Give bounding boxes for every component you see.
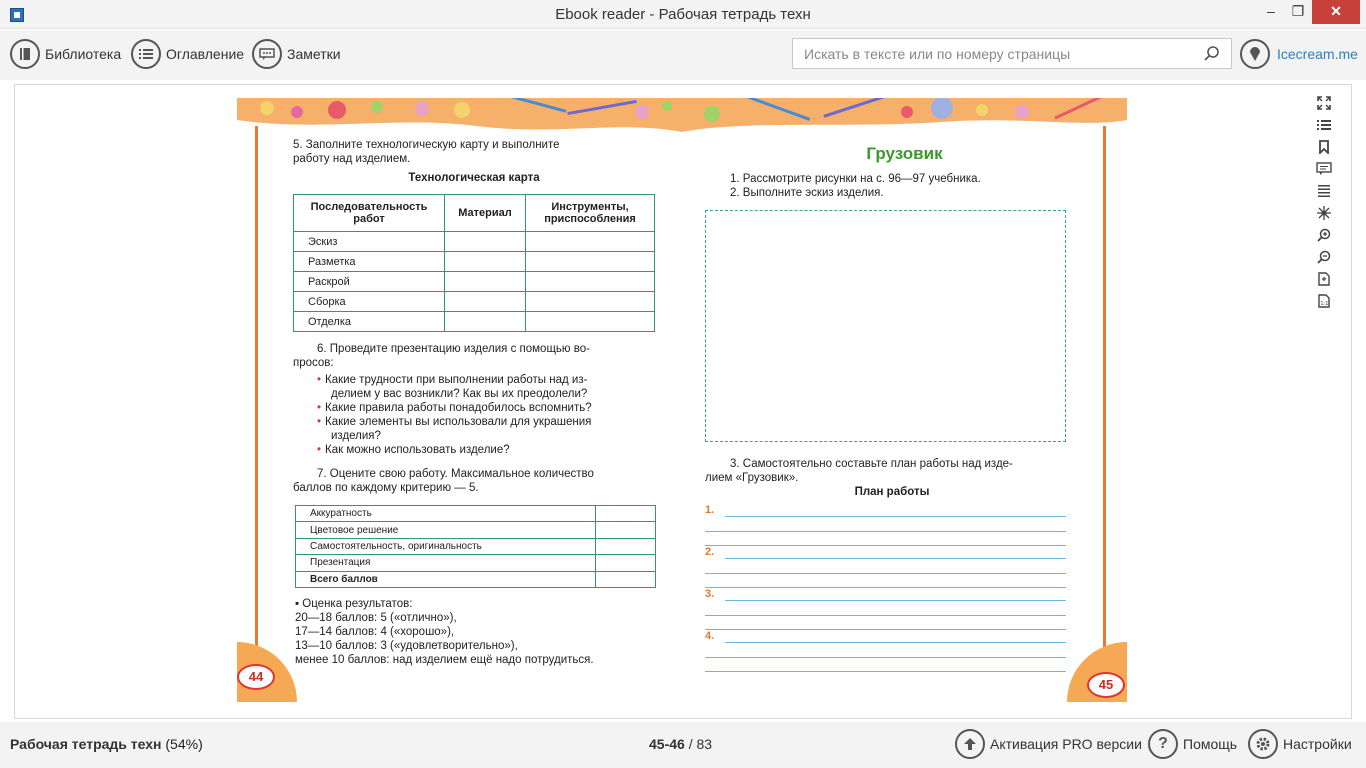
score-cell-empty: [596, 571, 656, 587]
tech-cell-step: Разметка: [294, 252, 445, 272]
tech-map-table: [293, 194, 655, 332]
tech-cell-empty: [445, 312, 526, 332]
plan-line: [705, 657, 1066, 658]
page-title: Грузовик: [866, 144, 943, 163]
task6-line2: просов:: [293, 357, 334, 369]
table-row: [294, 232, 655, 252]
tech-cell-empty: [526, 272, 655, 292]
arrow-up-icon: [955, 729, 985, 759]
window-title: Ebook reader - Рабочая тетрадь техн: [555, 6, 811, 23]
plan-line: [705, 629, 1066, 630]
plan-line: [705, 587, 1066, 588]
total-pages: / 83: [688, 736, 713, 752]
plan-line: [725, 642, 1066, 643]
help-label: Помощь: [1183, 736, 1238, 752]
zoom-out-icon[interactable]: [1312, 246, 1336, 268]
notes-label: Заметки: [287, 46, 341, 62]
contents-list-icon[interactable]: [1312, 114, 1336, 136]
task6-line1: 6. Проведите презентацию изделия с помощью во-: [317, 343, 590, 355]
toc-label: Оглавление: [166, 46, 245, 62]
search-box: [792, 38, 1232, 69]
gear-icon: [1248, 729, 1278, 759]
left-margin-line: [255, 126, 258, 702]
crafts-decoration: [682, 98, 1127, 132]
icecream-label: Icecream.me: [1277, 46, 1358, 62]
library-label: Библиотека: [45, 46, 122, 62]
question-text: Какие элементы вы использовали для украшения: [325, 416, 592, 428]
question-text: Какие правила работы понадобилось вспомнить?: [325, 402, 592, 414]
tech-header-sequence: Последовательность работ: [294, 195, 445, 232]
plan-number: 3.: [705, 588, 715, 600]
list-item: • Какие трудности при выполнении работы над из-: [317, 374, 588, 386]
table-row: [296, 506, 656, 522]
search-input[interactable]: [793, 39, 1193, 68]
question-text: делием у вас возникли? Как вы их преодолели?: [331, 388, 588, 400]
table-row: [294, 312, 655, 332]
left-page-number: 44: [237, 664, 275, 690]
page-indicator[interactable]: [649, 736, 712, 752]
tech-cell-empty: [445, 292, 526, 312]
plan-line: [725, 558, 1066, 559]
task7-line1: 7. Оцените свою работу. Максимальное количество: [317, 468, 594, 480]
plan-line: [705, 615, 1066, 616]
main-toolbar: [0, 30, 1366, 80]
score-cell-empty: [596, 538, 656, 554]
score-table: [295, 505, 656, 588]
score-cell-empty: [596, 506, 656, 522]
plan-line: [725, 600, 1066, 601]
plan-line: [705, 671, 1066, 672]
grading-line: 13—10 баллов: 3 («удовлетворительно»),: [295, 640, 518, 652]
table-row: [294, 252, 655, 272]
tech-cell-step: Раскрой: [294, 272, 445, 292]
plan-number: 4.: [705, 630, 715, 642]
plan-line: [705, 545, 1066, 546]
task5-line1: 5. Заполните технологическую карту и выполните: [293, 139, 560, 151]
minimize-button[interactable]: –: [1267, 3, 1275, 19]
tech-cell-empty: [445, 252, 526, 272]
score-criterion: Аккуратность: [296, 506, 596, 522]
search-icon[interactable]: [1203, 45, 1221, 63]
plan-number: 1.: [705, 504, 715, 516]
step2-text: 2. Выполните эскиз изделия.: [730, 187, 884, 199]
maximize-button[interactable]: ❐: [1291, 3, 1305, 19]
svg-text:1:1: 1:1: [1320, 301, 1329, 307]
book-spread: [237, 98, 1127, 702]
status-bar: [0, 722, 1366, 768]
question-text: Как можно использовать изделие?: [325, 444, 510, 456]
step3-line1: 3. Самостоятельно составьте план работы над изде-: [730, 458, 1013, 470]
fit-page-icon[interactable]: [1312, 268, 1336, 290]
task7-line2: баллов по каждому критерию — 5.: [293, 482, 479, 494]
list-item: • Как можно использовать изделие?: [317, 444, 510, 456]
fullscreen-icon[interactable]: [1312, 92, 1336, 114]
left-page: [237, 98, 682, 702]
sketch-area: [705, 210, 1066, 442]
score-criterion: Самостоятельность, оригинальность: [296, 538, 596, 554]
settings-button[interactable]: [1248, 728, 1352, 760]
library-button[interactable]: [10, 38, 121, 70]
notes-icon: [252, 39, 282, 69]
table-row: [296, 538, 656, 554]
tech-cell-empty: [526, 312, 655, 332]
pro-label: Активация PRO версии: [990, 736, 1142, 752]
icecream-logo-icon: [1240, 39, 1270, 69]
plan-line: [705, 573, 1066, 574]
table-row: [296, 522, 656, 538]
question-text: изделия?: [331, 430, 381, 442]
tech-cell-empty: [526, 252, 655, 272]
plan-number: 2.: [705, 546, 715, 558]
plan-line: [705, 531, 1066, 532]
tech-cell-step: Отделка: [294, 312, 445, 332]
tech-cell-empty: [526, 232, 655, 252]
grading-line: менее 10 баллов: над изделием ещё надо потрудиться.: [295, 654, 594, 666]
book-title: Рабочая тетрадь техн: [10, 736, 162, 752]
tech-header-tools: Инструменты, приспособления: [526, 195, 655, 232]
plan-title: План работы: [854, 486, 930, 498]
right-page: [682, 98, 1127, 702]
table-row: [296, 555, 656, 571]
score-criterion: Цветовое решение: [296, 522, 596, 538]
score-criterion: Презентация: [296, 555, 596, 571]
view-tools: [1312, 92, 1336, 312]
grading-line: 20—18 баллов: 5 («отлично»),: [295, 612, 457, 624]
task5-line2: работу над изделием.: [293, 153, 411, 165]
tech-cell-step: Сборка: [294, 292, 445, 312]
list-item: • Какие элементы вы использовали для украшения: [317, 416, 592, 428]
toc-button[interactable]: [131, 38, 244, 70]
bookmark-icon[interactable]: [1312, 136, 1336, 158]
tech-cell-empty: [445, 232, 526, 252]
book-icon: [10, 39, 40, 69]
score-total: Всего баллов: [296, 571, 596, 587]
zoom-in-icon[interactable]: [1312, 224, 1336, 246]
help-icon: ?: [1148, 729, 1178, 759]
crafts-decoration: [237, 98, 682, 132]
step1-text: 1. Рассмотрите рисунки на с. 96—97 учебника.: [730, 173, 981, 185]
scroll-mode-icon[interactable]: [1312, 180, 1336, 202]
question-text: Какие трудности при выполнении работы над из-: [325, 374, 588, 386]
plan-line: [725, 516, 1066, 517]
tech-cell-step: Эскиз: [294, 232, 445, 252]
table-row: [294, 292, 655, 312]
settings-label: Настройки: [1283, 736, 1352, 752]
close-button[interactable]: ✕: [1312, 0, 1360, 24]
comment-icon[interactable]: [1312, 158, 1336, 180]
grading-title: ▪ Оценка результатов:: [295, 598, 413, 610]
list-icon: [131, 39, 161, 69]
grading-line: 17—14 баллов: 4 («хорошо»),: [295, 626, 455, 638]
icecream-link[interactable]: [1240, 38, 1358, 70]
tech-map-title: Технологическая карта: [408, 172, 540, 184]
title-bar: [0, 0, 1366, 29]
tech-cell-empty: [445, 272, 526, 292]
current-pages: 45-46: [649, 736, 685, 752]
tech-header-material: Материал: [445, 195, 526, 232]
list-item: • Какие правила работы понадобилось вспомнить?: [317, 402, 592, 414]
brightness-icon[interactable]: [1312, 202, 1336, 224]
book-progress: (54%): [165, 736, 203, 752]
pro-activation-button[interactable]: [955, 728, 1142, 760]
score-cell-empty: [596, 555, 656, 571]
help-button[interactable]: [1148, 728, 1237, 760]
table-row: [294, 272, 655, 292]
right-page-number: 45: [1087, 672, 1125, 698]
tech-cell-empty: [526, 292, 655, 312]
table-row: [296, 571, 656, 587]
notes-button[interactable]: [252, 38, 341, 70]
right-margin-line: [1103, 126, 1106, 702]
book-info: [10, 736, 203, 752]
step3-line2: лием «Грузовик».: [705, 472, 799, 484]
actual-size-icon[interactable]: [1312, 290, 1336, 312]
score-cell-empty: [596, 522, 656, 538]
